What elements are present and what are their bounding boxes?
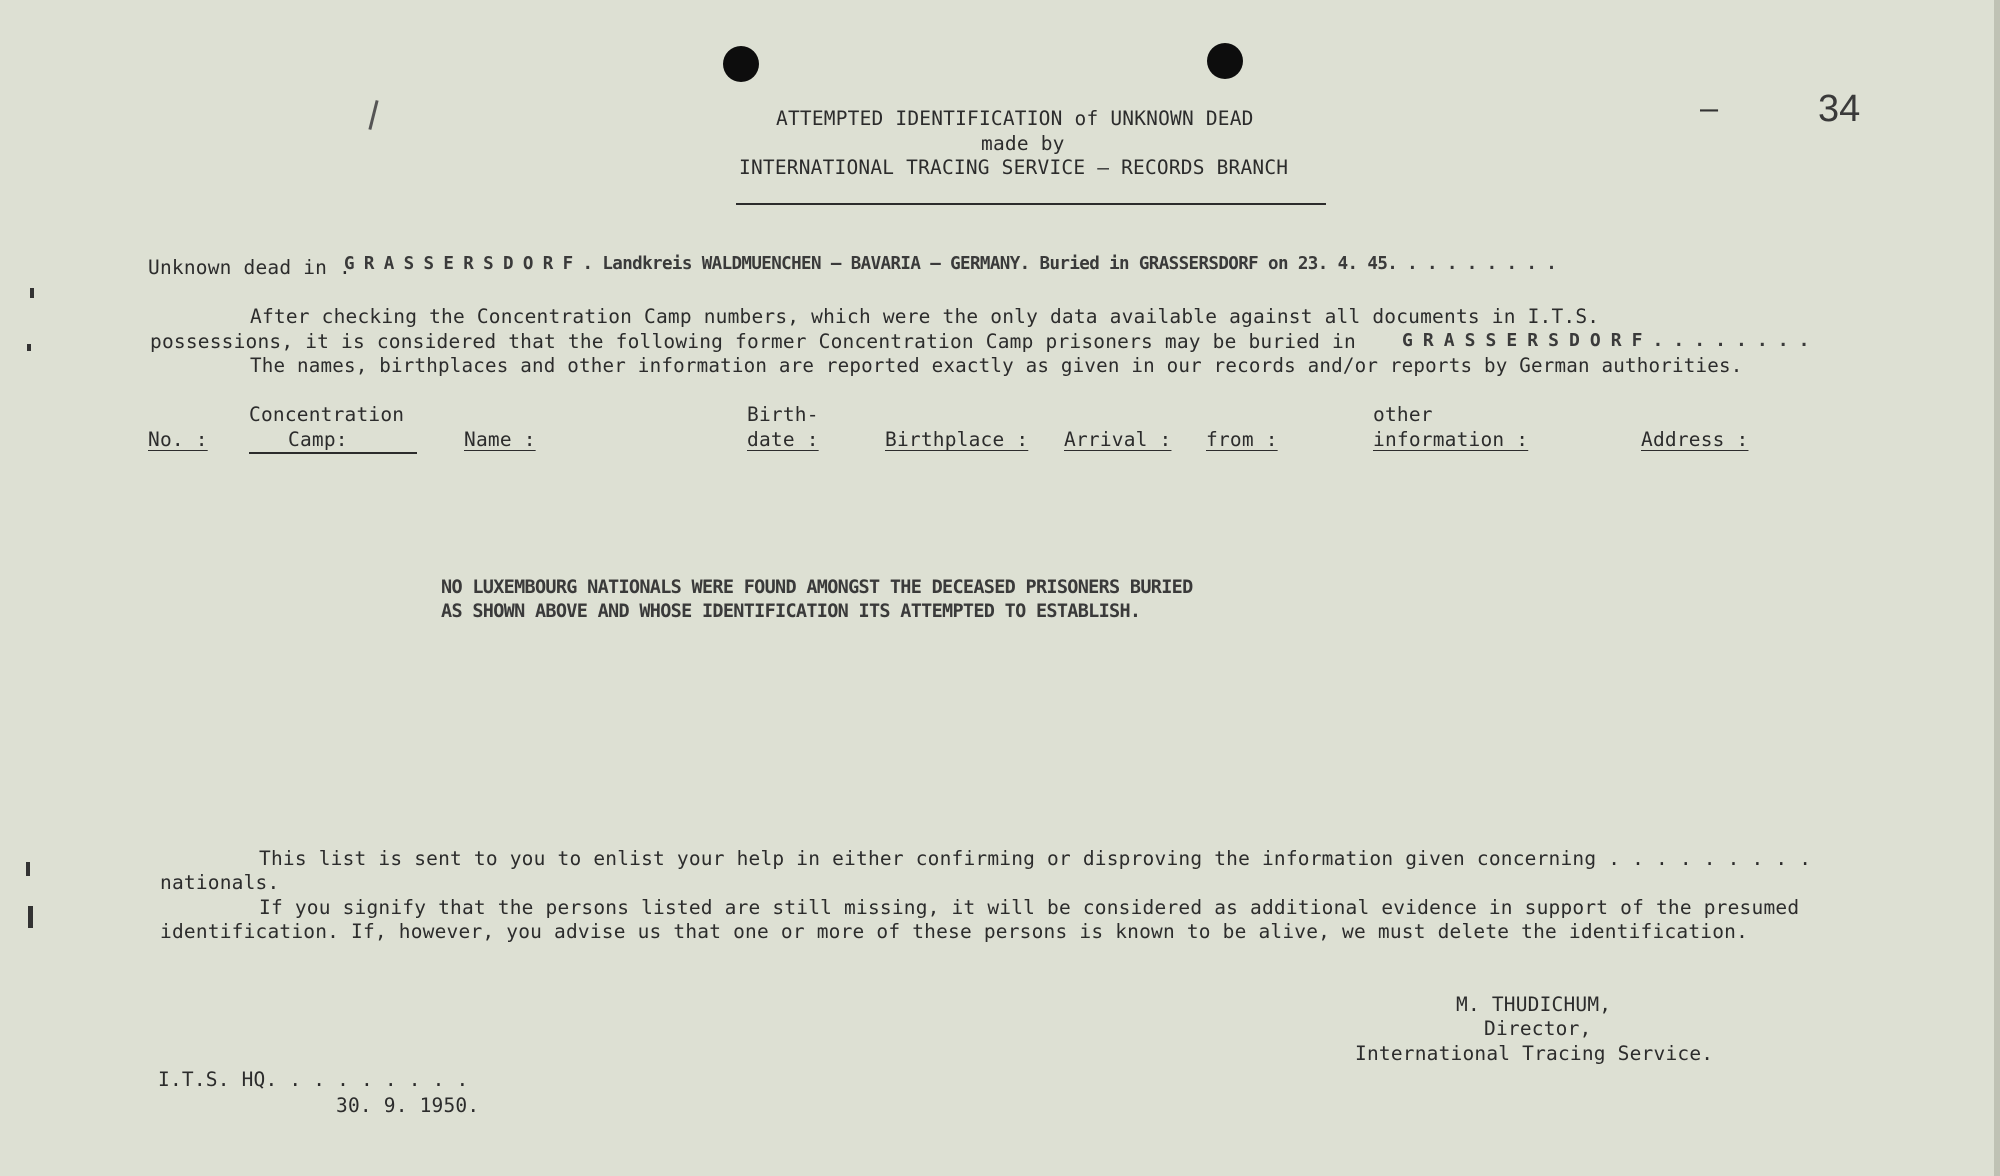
closing-line1: This list is sent to you to enlist your help in either confirming or disproving the information given concerning . . . . . . . . . [259,847,1812,870]
column-camp-underline [249,452,417,454]
column-address: Address : [1641,428,1749,451]
column-name: Name : [464,428,536,451]
intro-line3: The names, birthplaces and other information are reported exactly as given in our records and/or reports by German authorities. [250,354,1743,377]
closing-line3: If you signify that the persons listed are still missing, it will be considered as additional evidence in support of the presumed [259,896,1800,919]
intro-line2: possessions, it is considered that the following former Concentration Camp prisoners may be buried in [150,330,1356,353]
notice-line2: AS SHOWN ABOVE AND WHOSE IDENTIFICATION ITS ATTEMPTED TO ESTABLISH. [441,601,1141,622]
margin-mark [27,344,31,351]
intro-line2-fill: G R A S S E R S D O R F . . . . . . . . [1402,330,1810,351]
header-org: INTERNATIONAL TRACING SERVICE – RECORDS BRANCH [739,156,1289,179]
column-no: No. : [148,428,208,451]
signature-org: International Tracing Service. [1355,1042,1714,1065]
footer-hq: I.T.S. HQ. . . . . . . . . [158,1068,469,1091]
column-birth-top: Birth- [747,403,819,426]
margin-mark [26,862,30,876]
column-from: from : [1206,428,1278,451]
closing-line2: nationals. [160,871,280,894]
footer-date: 30. 9. 1950. [336,1094,480,1117]
margin-mark [30,288,34,298]
intro-line1: After checking the Concentration Camp numbers, which were the only data available against all documents in I.T.S. [250,305,1600,328]
punch-hole-right [1207,43,1243,79]
signature-title: Director, [1484,1017,1592,1040]
notice-line1: NO LUXEMBOURG NATIONALS WERE FOUND AMONGST THE DECEASED PRISONERS BURIED [441,577,1193,598]
column-camp-bottom: Camp: [288,428,348,451]
pen-stroke [368,100,378,130]
column-other-top: other [1373,403,1433,426]
signature-name: M. THUDICHUM, [1456,993,1612,1016]
header-rule [736,203,1326,205]
header-made-by: made by [981,132,1065,155]
punch-hole-left [723,46,759,82]
column-birth-bottom: date : [747,428,819,451]
column-camp-top: Concentration [249,403,405,426]
column-other-bottom: information : [1373,428,1529,451]
page-dash: – [1700,92,1719,127]
column-arrival: Arrival : [1064,428,1172,451]
page-number: 34 [1818,88,1861,130]
margin-mark [28,906,33,928]
column-birthplace: Birthplace : [885,428,1029,451]
header-title: ATTEMPTED IDENTIFICATION of UNKNOWN DEAD [776,107,1254,130]
closing-line4: identification. If, however, you advise us that one or more of these persons is known to be alive, we must delete the identification. [160,920,1749,943]
location-value: G R A S S E R S D O R F . Landkreis WALDMUENCHEN – BAVARIA – GERMANY. Buried in GRASSERSDORF on 23. 4. 45. . . . . . . . . [344,254,1557,274]
location-prefix: Unknown dead in . [148,256,351,279]
